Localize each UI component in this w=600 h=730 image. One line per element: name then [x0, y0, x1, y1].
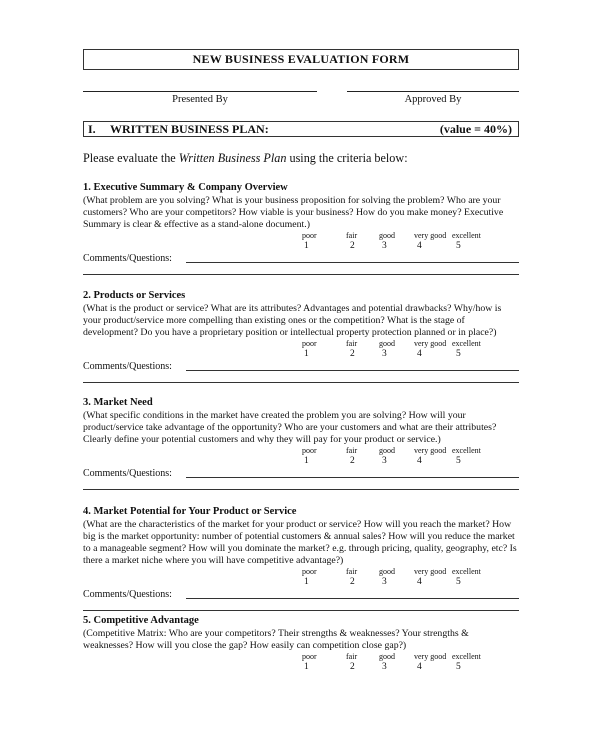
rating-4-option[interactable]: 4 [417, 456, 422, 466]
comments-label: Comments/Questions: [83, 361, 172, 372]
scale-label: fair [346, 339, 358, 348]
rating-1-option[interactable]: 1 [304, 662, 309, 672]
scale-label: good [379, 231, 395, 240]
rating-4-option[interactable]: 4 [417, 577, 422, 587]
section-name: WRITTEN BUSINESS PLAN: [110, 122, 269, 136]
rating-5-option[interactable]: 5 [456, 349, 461, 359]
rating-5-option[interactable]: 5 [456, 577, 461, 587]
scale-label: fair [346, 231, 358, 240]
scale-label: poor [302, 652, 317, 661]
approved-by-signature-line [347, 91, 519, 109]
section-value: (value = 40%) [439, 122, 512, 136]
rating-scale [83, 652, 519, 674]
scale-label: good [379, 446, 395, 455]
comments-field[interactable] [186, 370, 519, 371]
scale-label: very good [414, 339, 447, 348]
intro-emphasis: Written Business Plan [178, 151, 287, 165]
scale-label: good [379, 652, 395, 661]
criterion-4 [83, 505, 519, 612]
comments-row [83, 361, 519, 374]
rating-scale [83, 446, 519, 468]
criterion-description: (Competitive Matrix: Who are your competitors? Their strengths & weaknesses? Your strengths & weaknesses? How will you close the gap? How easily can competition close gap?) [83, 628, 469, 651]
section-header [83, 121, 519, 137]
scale-label: fair [346, 567, 358, 576]
scale-label: poor [302, 231, 317, 240]
criterion-description: (What are the characteristics of the market for your product or service? How will you reach the market? How big is the market opportunity: number of potential customers & annual sales? How will you reduce the market to a manageable segment? How will you dominate the market? e.g. through pricing, quality, geography, etc? Is there a market niche where you will have competitive advantage?) [83, 519, 517, 566]
comments-row [83, 468, 519, 481]
criterion-heading: 4. Market Potential for Your Product or Service [83, 506, 297, 517]
scale-label: excellent [452, 567, 481, 576]
scale-label: poor [302, 446, 317, 455]
scale-label: fair [346, 446, 358, 455]
scale-label: very good [414, 231, 447, 240]
comments-label: Comments/Questions: [83, 468, 172, 479]
rating-2-option[interactable]: 2 [350, 577, 355, 587]
rating-5-option[interactable]: 5 [456, 662, 461, 672]
scale-label: poor [302, 567, 317, 576]
rating-4-option[interactable]: 4 [417, 349, 422, 359]
comments-field-extra[interactable] [83, 374, 519, 383]
rating-scale [83, 339, 519, 361]
rating-1-option[interactable]: 1 [304, 456, 309, 466]
rating-2-option[interactable]: 2 [350, 662, 355, 672]
scale-label: poor [302, 339, 317, 348]
rating-3-option[interactable]: 3 [382, 349, 387, 359]
comments-field-extra[interactable] [83, 481, 519, 490]
criterion-5 [83, 614, 519, 674]
intro-after: using the criteria below: [286, 151, 408, 165]
rating-4-option[interactable]: 4 [417, 241, 422, 251]
rating-3-option[interactable]: 3 [382, 241, 387, 251]
presented-by-signature-line [83, 91, 317, 109]
comments-field[interactable] [186, 598, 519, 599]
rating-5-option[interactable]: 5 [456, 241, 461, 251]
comments-row [83, 253, 519, 266]
comments-label: Comments/Questions: [83, 589, 172, 600]
scale-label: excellent [452, 231, 481, 240]
comments-field-extra[interactable] [83, 266, 519, 275]
comments-label: Comments/Questions: [83, 253, 172, 264]
rating-1-option[interactable]: 1 [304, 349, 309, 359]
scale-label: very good [414, 567, 447, 576]
criterion-3 [83, 396, 519, 491]
approved-by-label: Approved By [404, 94, 462, 105]
criterion-heading: 1. Executive Summary & Company Overview [83, 182, 288, 193]
criterion-1 [83, 181, 519, 276]
criterion-2 [83, 289, 519, 384]
scale-label: good [379, 567, 395, 576]
scale-label: good [379, 339, 395, 348]
rating-5-option[interactable]: 5 [456, 456, 461, 466]
intro-text [83, 151, 519, 165]
criterion-description: (What specific conditions in the market have created the problem you are solving? How will your product/service take advantage of the opportunity? Who are your customers and what are their attributes? Clearly define your potential customers and why they will pay for your product or service.) [83, 410, 497, 445]
scale-label: fair [346, 652, 358, 661]
rating-scale [83, 567, 519, 589]
criterion-heading: 3. Market Need [83, 397, 153, 408]
section-number: I. [88, 122, 96, 136]
rating-3-option[interactable]: 3 [382, 456, 387, 466]
rating-scale [83, 231, 519, 253]
scale-label: excellent [452, 446, 481, 455]
form-title: NEW BUSINESS EVALUATION FORM [83, 49, 519, 70]
comments-field[interactable] [186, 477, 519, 478]
comments-field[interactable] [186, 262, 519, 263]
rating-2-option[interactable]: 2 [350, 456, 355, 466]
rating-2-option[interactable]: 2 [350, 349, 355, 359]
criterion-description: (What is the product or service? What are its attributes? Advantages and potential drawbacks? Why/how is your product/service more compelling than existing ones or the competition? What is the stage of development? Do you have a proprietary position or intellectual property protection planned or in place?) [83, 303, 502, 338]
scale-label: very good [414, 652, 447, 661]
rating-3-option[interactable]: 3 [382, 662, 387, 672]
rating-4-option[interactable]: 4 [417, 662, 422, 672]
rating-2-option[interactable]: 2 [350, 241, 355, 251]
criterion-heading: 5. Competitive Advantage [83, 615, 199, 626]
scale-label: excellent [452, 652, 481, 661]
scale-label: excellent [452, 339, 481, 348]
comments-row [83, 589, 519, 602]
presented-by-label: Presented By [172, 94, 228, 105]
intro-before: Please evaluate the [83, 151, 179, 165]
comments-field-extra[interactable] [83, 602, 519, 611]
scale-label: very good [414, 446, 447, 455]
criterion-description: (What problem are you solving? What is your business proposition for solving the problem? Who are your customers? Who are your competitors? How viable is your business? How do you make money? Executive Summary is clear & effective as a stand-alone document.) [83, 195, 504, 230]
rating-1-option[interactable]: 1 [304, 241, 309, 251]
rating-1-option[interactable]: 1 [304, 577, 309, 587]
criterion-heading: 2. Products or Services [83, 290, 186, 301]
rating-3-option[interactable]: 3 [382, 577, 387, 587]
